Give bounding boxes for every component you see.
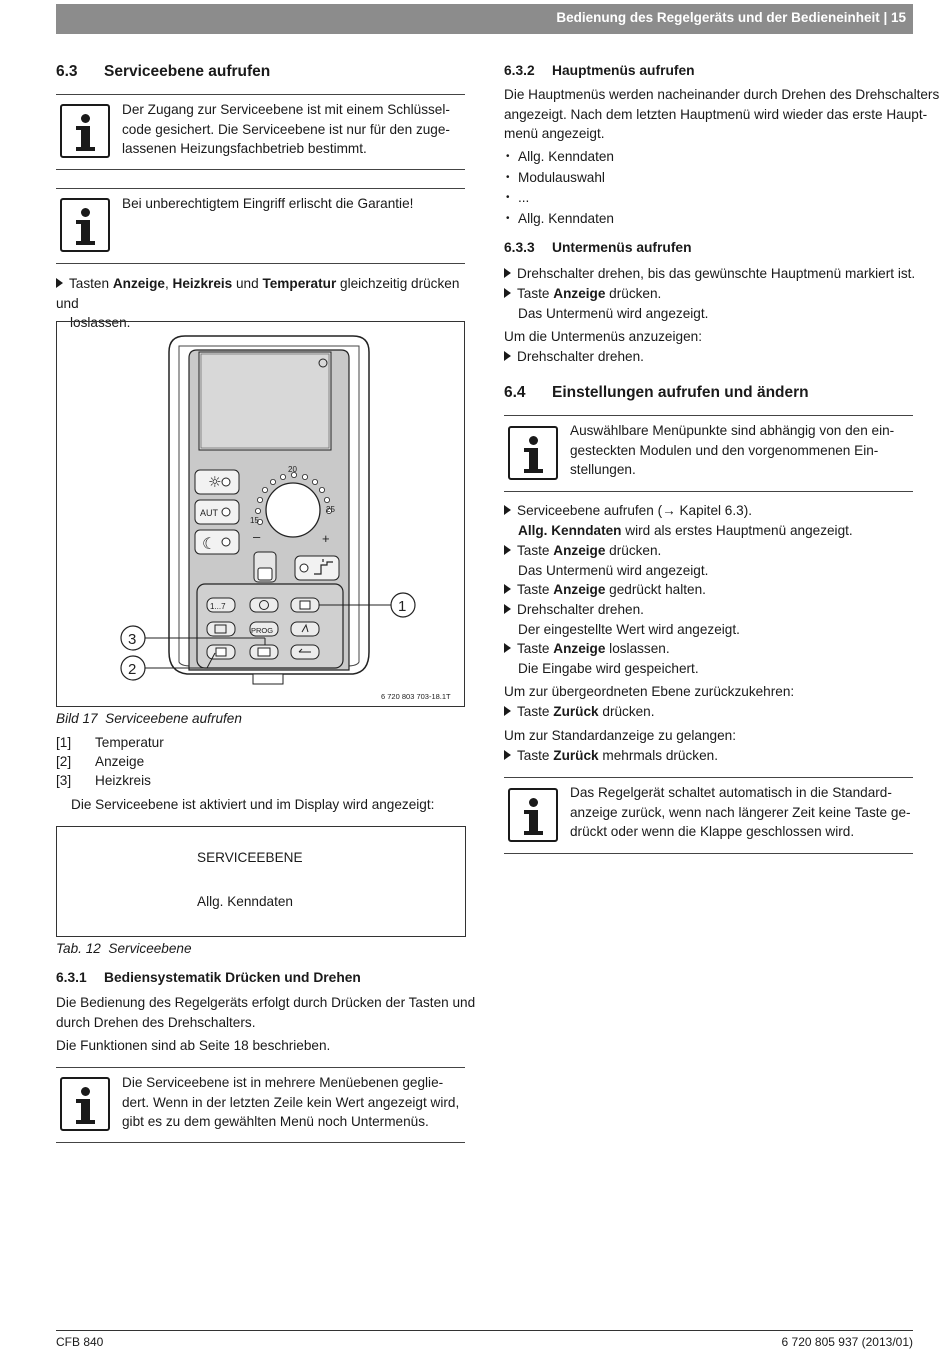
dial-minus: – xyxy=(253,529,261,544)
section-heading-6-3-2: 6.3.2 Hauptmenüs aufrufen xyxy=(504,63,695,78)
section-number: 6.3 xyxy=(56,63,78,80)
info-icon xyxy=(60,1077,110,1131)
arrow-icon xyxy=(504,604,511,614)
aut-label: AUT xyxy=(200,508,218,518)
table-row: Allg. Kenndaten xyxy=(197,894,293,909)
paragraph: Um zur Standardanzeige zu gelangen: xyxy=(504,728,736,743)
dial-plus: + xyxy=(322,531,330,546)
legend-note: Die Serviceebene ist aktiviert und im Display wird angezeigt: xyxy=(71,797,435,812)
section-title: Serviceebene aufrufen xyxy=(104,63,271,80)
arrow-icon xyxy=(504,643,511,653)
footer-rule xyxy=(56,1330,913,1331)
info-icon xyxy=(60,198,110,252)
info-line: Der Zugang zur Serviceebene ist mit einem Schlüssel- xyxy=(122,102,450,117)
info-line: code gesichert. Die Serviceebene ist nur für den zuge- xyxy=(122,121,450,137)
instruction-step: Drehschalter drehen, bis das gewünschte Hauptmenü markiert ist. xyxy=(504,264,915,284)
instruction-step: Taste Anzeige gedrückt halten. xyxy=(504,580,706,600)
header-title: Bedienung des Regelgeräts und der Bedieneinheit | 15 xyxy=(556,10,906,25)
dial-label-15: 15 xyxy=(250,516,259,525)
info-icon xyxy=(508,788,558,842)
figure-reference: 6 720 803 703-18.1T xyxy=(381,692,451,701)
section-heading-6-4: 6.4 Einstellungen aufrufen und ändern xyxy=(504,384,809,401)
instruction-step: Taste Anzeige loslassen. Die Eingabe wird gespeichert. xyxy=(504,639,699,678)
instruction-step: Tasten Anzeige, Heizkreis und Temperatur gleichzeitig drücken und loslassen. xyxy=(56,276,460,330)
instruction-step: Taste Anzeige drücken. Das Untermenü wird angezeigt. xyxy=(504,541,708,580)
instruction-step: Taste Zurück drücken. xyxy=(504,702,655,722)
paragraph: Um die Untermenüs anzuzeigen: xyxy=(504,329,702,344)
paragraph: Die Bedienung des Regelgeräts erfolgt durch Drücken der Tasten und durch Drehen des Drehschalters. xyxy=(56,995,476,1030)
paragraph: Die Funktionen sind ab Seite 18 beschrieben. xyxy=(56,1038,331,1053)
table-service-level xyxy=(56,826,466,937)
instruction-step: Drehschalter drehen. xyxy=(504,347,644,367)
section-heading-6-3 xyxy=(56,63,271,81)
svg-text:☼: ☼ xyxy=(208,473,222,491)
list-item: • Modulauswahl xyxy=(504,168,614,189)
figure-legend: [1] Temperatur [2] Anzeige [3] Heizkreis xyxy=(56,735,164,788)
arrow-icon xyxy=(504,351,511,361)
callout-3: 3 xyxy=(128,631,137,648)
section-heading-6-3-3: 6.3.3 Untermenüs aufrufen xyxy=(504,240,692,255)
list-item: • Allg. Kenndaten xyxy=(504,209,614,230)
section-heading-6-3-1: 6.3.1 Bediensystematik Drücken und Drehen xyxy=(56,970,361,985)
figure-control-unit xyxy=(56,321,465,707)
list-item: • Allg. Kenndaten xyxy=(504,147,614,168)
instruction-step: Taste Zurück mehrmals drücken. xyxy=(504,746,718,766)
arrow-icon xyxy=(504,545,511,555)
info-box-auto-return: Das Regelgerät schaltet automatisch in die Standard- anzeige zurück, wenn nach längerer Zeit keine Taste ge- drückt oder wenn die Klappe geschlossen wird. xyxy=(504,777,913,854)
info-line: lassenen Heizungsfachbetrieb bestimmt. xyxy=(122,141,367,156)
callout-1: 1 xyxy=(398,598,407,615)
arrow-icon xyxy=(504,584,511,594)
button-1-7-label: 1...7 xyxy=(210,602,226,611)
paragraph: Die Hauptmenüs werden nacheinander durch Drehen des Drehschalters angezeigt. Nach dem letzten Hauptmenü wird wieder das erste Haupt- menü angezeigt. xyxy=(504,87,940,141)
info-line: Bei unberechtigtem Eingriff erlischt die Garantie! xyxy=(122,196,414,211)
footer-document-number: 6 720 805 937 (2013/01) xyxy=(781,1335,913,1349)
arrow-icon xyxy=(504,505,511,515)
dial-label-25: 25 xyxy=(326,505,335,514)
button-prog-label: PROG xyxy=(251,626,274,635)
instruction-step: Serviceebene aufrufen (→ Kapitel 6.3). Allg. Kenndaten wird als erstes Hauptmenü angezeigt. xyxy=(504,501,853,540)
dial-label-20: 20 xyxy=(288,465,297,474)
control-unit-drawing xyxy=(57,322,464,706)
info-icon xyxy=(60,104,110,158)
table-caption: Tab. 12 Serviceebene xyxy=(56,941,192,956)
instruction-step: Drehschalter drehen. Der eingestellte Wert wird angezeigt. xyxy=(504,600,740,639)
svg-text:☾: ☾ xyxy=(202,534,217,553)
info-box-menu-items: Auswählbare Menüpunkte sind abhängig von den ein- gesteckten Modulen und den vorgenommenen Ein- stellungen. xyxy=(504,415,913,492)
arrow-icon xyxy=(56,278,63,288)
info-box-menu-levels: Die Serviceebene ist in mehrere Menüebenen geglie- dert. Wenn in der letzten Zeile kein Wert angezeigt wird, gibt es zu dem gewählten Menü noch Untermenüs. xyxy=(56,1067,465,1143)
list-item: • ... xyxy=(504,188,614,209)
table-row: SERVICEEBENE xyxy=(197,850,303,865)
info-icon xyxy=(508,426,558,480)
figure-caption: Bild 17 Serviceebene aufrufen xyxy=(56,711,242,726)
paragraph: Um zur übergeordneten Ebene zurückzukehren: xyxy=(504,684,795,699)
footer-product: CFB 840 xyxy=(56,1335,104,1349)
main-menu-list xyxy=(504,147,614,229)
info-box-warranty xyxy=(56,188,465,264)
arrow-icon xyxy=(504,706,511,716)
info-box-access xyxy=(56,94,465,170)
callout-2: 2 xyxy=(128,661,137,678)
instruction-step: Taste Anzeige drücken. Das Untermenü wird angezeigt. xyxy=(504,284,708,323)
arrow-icon xyxy=(504,268,511,278)
arrow-icon xyxy=(504,288,511,298)
arrow-icon xyxy=(504,750,511,760)
